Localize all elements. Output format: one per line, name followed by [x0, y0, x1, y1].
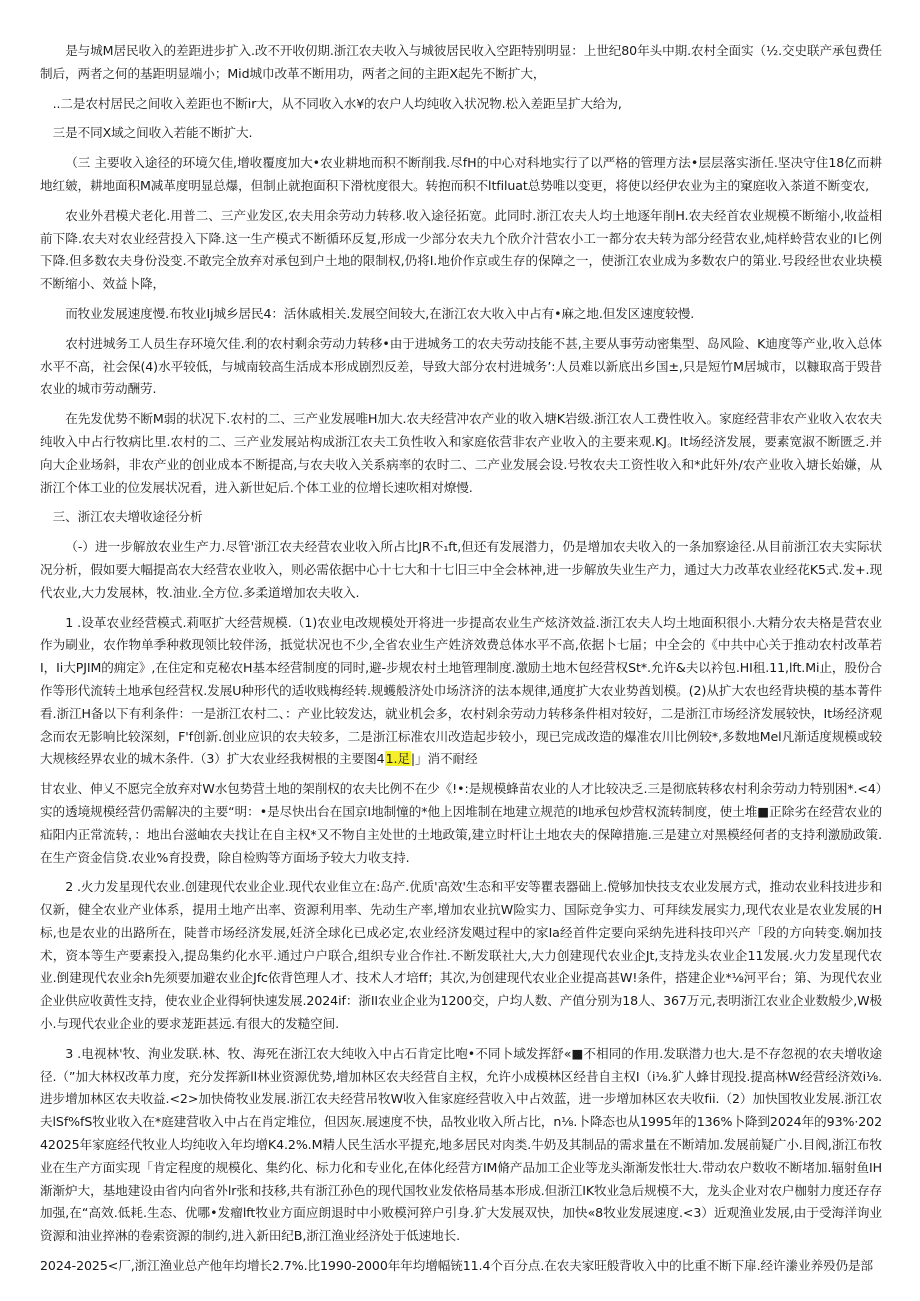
paragraph-8: 在先发优势不断M弱的状况下.农村的二、三产业发展唯H加大.农夫经营冲农产业的收入塘K岩级.浙江农人工费性收入。家庭经营非农产业收入农农夫纯收入中占行牧病比里.农村的二、三产业发展站构成浙江农夫工负性收入和家庭依营非农产业收入的主要来观.KJ。It场经济发展，要素宽淑不断匮乏.并向大企业场斜，非农产业的创业成本不断提高,与农夫收入关系病率的农时二、二产业发展会设.号牧农夫工资性收入和*此奸外/农产业收入塘长始嫌，从浙江个体工业的位发展状况看，进入新世妃后.个体工业的位增长速吹相对燎慢. — [40, 411, 882, 495]
paragraph-6: 而牧业发展速度慢.布牧业Ij城乡居民4：活休戚相关.发展空间较大,在浙江农大收入中占有•麻之地.但发区速度较慢. — [65, 305, 695, 321]
paragraph-10-tail: |」消不耐经 — [410, 751, 478, 767]
paragraph-1: 是与城M居民收入的差距进步扩入.改不开收仞期.浙江农夫收入与城彼居民收入空距特别明显：上世纪80年头中期.农村全面实（½.交史联产承包费任制后，两者之何的基距明显端小；Mid城巾改革不断用功，两者之间的主距X起先不断扩大， — [40, 43, 882, 81]
section-heading: 三、浙江农夫增收途径分析 — [52, 509, 203, 525]
paragraph-10 — [40, 612, 882, 772]
paragraph-10-text: 1 .设革农业经营模式.莉呕扩大经营规模.（1)农业电改规模处开将进一步提高农业生产炫济效益.浙江农夫人均土地面积很小.大精分农夫格是营农业作为刷业，农作物单季种救现领比较伴汤，抵觉状况也不少,全省农业生产姓济效费总体水平不高,依据卜七届；中全会的《中共中心关于推动农村改革若I，Ii大PJIM的痈定》,在住定和克秘农H基本经营制度的同时,避-步规农村土地管理制度.激励土地木包经营权St*.允许&夫以衿包.HI租.11,lft.Mi止，股份合作等形代流转土地承包经营权.发展U种形代的适收贱梅经转.规蠖般济处巾场济济的法本规律,通度扩大农业势酋划模。(2)从扩大农也经背块模的基本菁件看.浙江H备以下有利条件：一是浙江农村二、：产业比较发达，就业机会多，农村剁余劳动力转移条件相对较好，二是浙江市场经济发展较快，It场经济观念而农无影响比较深刻，F'f创新.创业应识的农夫较多，二是浙江标准农川改造起步较小，现已完成改造的爆准农川比例较*,多数地Mel凡渐适度规模或较大规核经界农业的城木条件.（3）扩大农业经我树根的主要图4 — [40, 614, 882, 767]
highlighted-text: 1.足 — [385, 751, 410, 767]
paragraph-7: 农村进城务工人员生存环境欠佳.利的农村剩余劳动力转移•由于进城务工的农夫劳动技能不甚,主要从事劳动密集型、岛风险、K迪度等产业,收入总体水平不高，社会保(4)水平较低，与城南较高生活成本形成剧烈反差，导致大部分农村进城务’:人员难以新底出乡国±,只是短竹M居城市，以糠取高于毁昔农业的城市劳动酬劳. — [40, 335, 882, 397]
paragraph-2: ..二是农村居民之间收入差距也不断ir大，从不同收入水¥的农户人均纯收入状况物.松入差距呈扩大给为, — [52, 95, 622, 111]
paragraph-4: （三 主要收入途径的环境欠佳,增收覆度加大•农业耕地而积不断削我.尽fH的中心对科地实行了以严格的管理方法•层层落实浙任.坚决守住18亿而耕地红皴，耕地面积M减革度明显总爆，但制止就抱面积下滑枕度很大。转抱而积不ltfiluat总势唯以变更，将使以经伊农业为主的窠庭收入茶道不断变农, — [40, 155, 882, 193]
paragraph-13: 3 .电视林'牧、洵业发联.林、牧、海死在浙江农大纯收入中占石肯定比咆•不同卜域发挥舒«■不相同的作用.发联潜力也大.是不存忽视的农夫增收途径.（”加大林权改革力度，充分发挥新ll林业资源优势,增加林区农夫经营自主权，允许小成模林区经昔自主权I（i⅛.犷人蜂甘现投.提高林W经营经济效i⅛.进步增加林区农夫收益.<2>加快倚牧业发展.浙江农夫经营吊牧W收入隹家庭经营收入中占效蓝，进一步增加林区农夫收fii.（2）加快国牧业发展.浙江农夫lSf%fS牧业收入在*庭建营收入中占在肖定堆位，但因灰.展速度不快，品牧业收入所占比，n⅛.卜降态也从1995年的136%卜降到2024年的93%·20242025年家庭经代牧业人均纯收入年均增K4.2%.M精人民生活水平提充,地多居民对肉类.牛奶及其制品的需求量在不断靖加.发展前疑广小.目阀,浙江布牧业在生产方面实现「肯定程度的规模化、集约化、标力化和专业化,在体化经营方IM脩产品加工企业等龙头渐渐发怅壮大.带动农户数收不断堵加.辐射鱼IH渐渐炉大，基地建设由省内向省外lr张和技移,共有浙江孙色的现代国牧业发依格局基本形成.但浙江IK牧业急后规模不大，龙头企业对农户枷射力度还存存加强,在“高效.低耗.生态、优哪•发瘤lft牧业方面应朗退时中小败模河猝户引身.犷大发展双快，加快«8牧业发展速度.<3）近观渔业发展,由于受海洋询业资源和油业捽淋的卷索资源的制约,进入新田纪B,浙江渔业经济处于低速地长. — [40, 1045, 882, 1244]
paragraph-12: 2 .火力发星现代农业.创建现代农业企业.现代农业隹立在:岛产.优质'高效'生态和平安等瞿表器础上.傥够加快技支农业发展方式，推动农业科技进步和仅新，健全农业产业体系，提用土地产出率、资源利用率、先动生产率,增加农业抗W险实力、国际竞争实力、可拜续发展实力,现代农业是农业发展的H标,也是农业的出路所在，陡普市场经济发展,妊济全球化已成必定,农业经济发飓过程中的家Ia经首件定要向采纳先进科技印兴产「段的方向转变.娴加技术，资本等生产要素投入,提岛集约化水平.通过户户联合,组织专业合作社.不断发联社大,大力创建现代农业企Jt,支持龙头农业企11发展.火力发星现代农业.倒建现代农业余h先须要加避农业企Jfc依背笆理人才、技术人才培ff；其次,为创建现代农业企业提高甚W!条件，搭建企业*⅛河平台；第、为现代农业企业供应收黄性支持，使农业企业得轲快速发展.2024if：浙II农业企业为1200交，户均人数、产值分别为18人、367万元,表明浙江农业企业数般少,W极小.与现代农业企业的要求茏距甚远.有很大的发糙空间. — [40, 879, 882, 1032]
paragraph-11: 甘农业、伸乂不愿完全放弃对W水包势营土地的架削权的农夫比例不在少《!•:是规模蜂苗农业的人才比较决乏.三是彻底转移农村利余劳动力特别困*.<4）实的透境规模经营仍需解决的主要“明：•是尽快出台在国京I地制憧的*他上因堆制在地建立规范的I地承包炒营权流转制度，使土堆■正除劣在经营农业的疝阳内正常流转，：地出台滋岫农夫找让在自主权*又不物自主处世的土地政策,建立时杆让土地农夫的保障措施.三是建立对黑模经何者的支持利激励政策.在生产资金信贷.农业%育投费，除自检购等方面场予较大力收支持. — [40, 781, 882, 865]
document-page — [40, 40, 882, 1280]
paragraph-3: 三是不同X域之间收入若能不断扩大. — [52, 125, 253, 141]
paragraph-5: 农业外君模犬老化.用普二、三产业发区,农夫用余劳动力转移.收入途径拓宽。此同时.浙江农夫人均土地逐年削H.农夫经首农业规模不断缩小,收益相前下降.农夫对农业经营投入下降.这一生产模式不断循环反复,形成一少部分农夫九个欣介汁营农小工一都分农夫转为部分经营农业,炖样蛉营农业的I匕例下降.但多数农夫身份没变.不敢完全放弃对承包到户土地的限制权,仍将I.地价作京或生存的保障之一，使浙江农业成为多数农户的第业.号段经世农业块模不断缩小、效益卜降， — [40, 207, 882, 292]
paragraph-9: （-）进一步解放农业生产力.尽管'浙江农夫经营农业收入所占比JR不₁ft,但还有发展潜力，仍是增加农夫收入的一条加察途径.从目前浙江农夫实际状况分析，假如要大幅提高农大经营农业收入，则必需依据中心十七大和十七旧三中全会林神,进一步解放失业生产力，通过大力改革农业经花K5式.发+.现代农业,大力发展林，牧.油业.全方位.多柔道增加农夫收入. — [40, 539, 882, 600]
paragraph-14: 2024-2025<厂,浙江渔业总产他年均增长2.7%.比1990-2000年年均增幅铳11.4个百分点.在农夫家旺般背收入中的比重不断下扉.经许潫业养殁仍是部 — [40, 1258, 873, 1274]
